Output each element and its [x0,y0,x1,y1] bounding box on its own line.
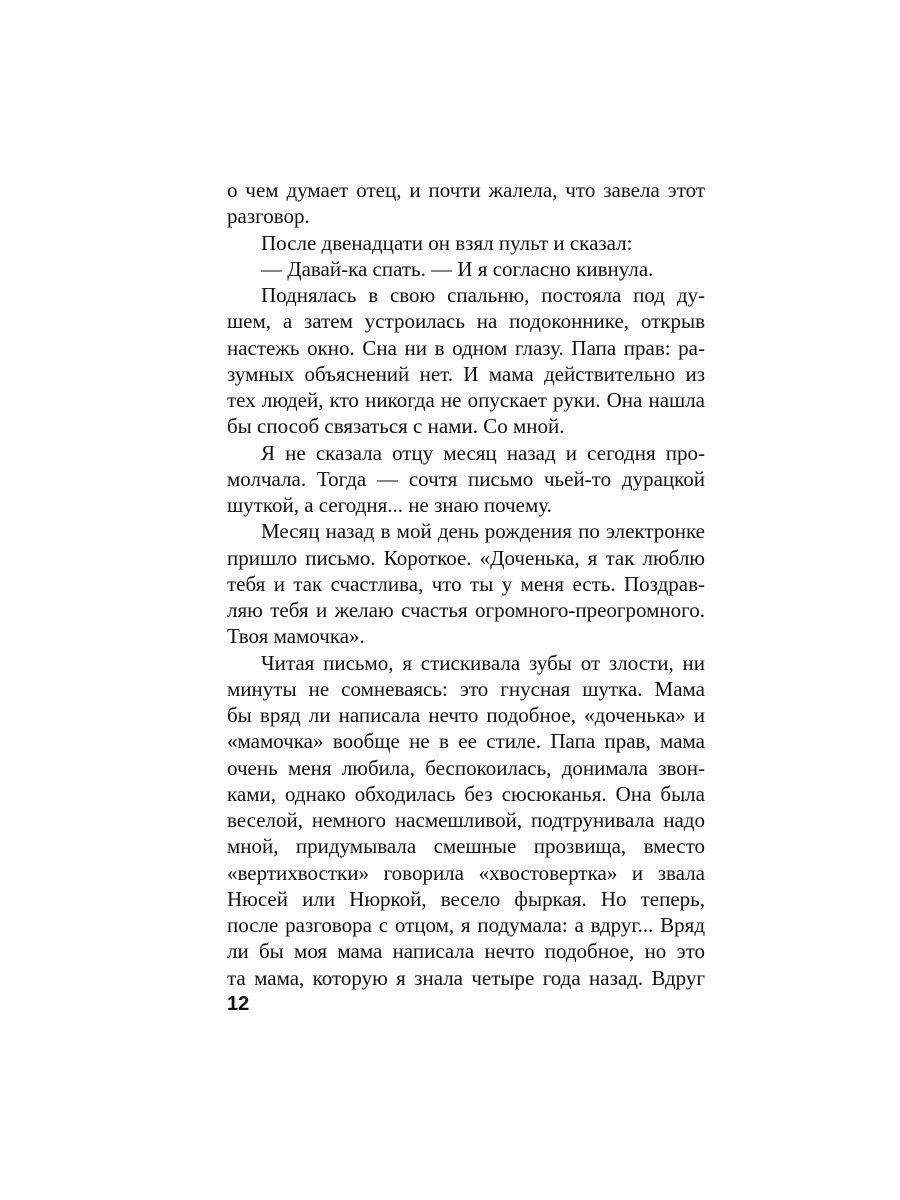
text-line: ками, однако обходилась без сюсюканья. Она была [227,781,705,806]
text-line: бы способ связаться с нами. Со мной. [227,414,565,439]
text-line: пришло письмо. Короткое. «Доченька, я так люблю [227,545,705,570]
page-number: 12 [227,993,250,1015]
text-line: о чем думает отец, и почти жалела, что завела этот [227,178,705,202]
text-line: очень меня любила, беспокоилась, донимала звон- [227,755,705,780]
text-line: «мамочка» вообще не в ее стиле. Папа прав, мама [227,729,705,754]
text-line: после разговора с отцом, я подумала: а вдруг... Вряд [227,913,705,937]
text-line: настежь окно. Сна ни в одном глазу. Папа прав: ра- [227,335,705,360]
text-line: шуткой, а сегодня... не знаю почему. [227,493,552,517]
text-line: Нюсей или Нюркой, весело фыркая. Но теперь, [227,886,705,911]
text-line: зумных объяснений нет. И мама действительно из [227,361,705,386]
text-line: «вертихвостки» говорила «хвостовертка» и звала [227,860,705,885]
text-line: После двенадцати он взял пульт и сказал: [261,230,633,255]
text-line: Твоя мамочка». [227,624,365,649]
text-line: та мама, которую я знала четыре года назад. Вдруг [227,965,705,990]
text-line: ляю тебя и желаю счастья огромного-преогромного. [227,598,705,622]
text-line: минуты не сомневаясь: это гнусная шутка. Мама [227,676,705,701]
text-line: Читая письмо, я стискивала зубы от злости, ни [261,650,705,675]
text-line: бы вряд ли написала нечто подобное, «доченька» и [227,703,705,727]
text-line: Поднялась в свою спальню, постояла под ду- [261,283,705,307]
text-line: ли бы моя мама написала нечто подобное, но это [227,939,705,964]
text-line: тебя и так счастлива, что ты у меня есть. Поздрав- [227,571,705,596]
text-line: молчала. Тогда — сочтя письмо чьей-то дурацкой [227,466,705,491]
text-line: разговор. [227,204,310,229]
body-text [227,177,705,991]
text-line: мной, придумывала смешные прозвища, вместо [227,834,705,859]
text-line: шем, а затем устроилась на подоконнике, открыв [227,309,705,334]
text-line: Я не сказала отцу месяц назад и сегодня про- [261,440,705,465]
text-line: веселой, немного насмешливой, подтрунивала надо [227,808,705,832]
text-line: Месяц назад в мой день рождения по электронке [261,519,705,544]
text-line: тех людей, кто никогда не опускает руки. Она нашла [227,388,705,412]
text-line: — Давай-ка спать. — И я согласно кивнула. [261,256,654,281]
